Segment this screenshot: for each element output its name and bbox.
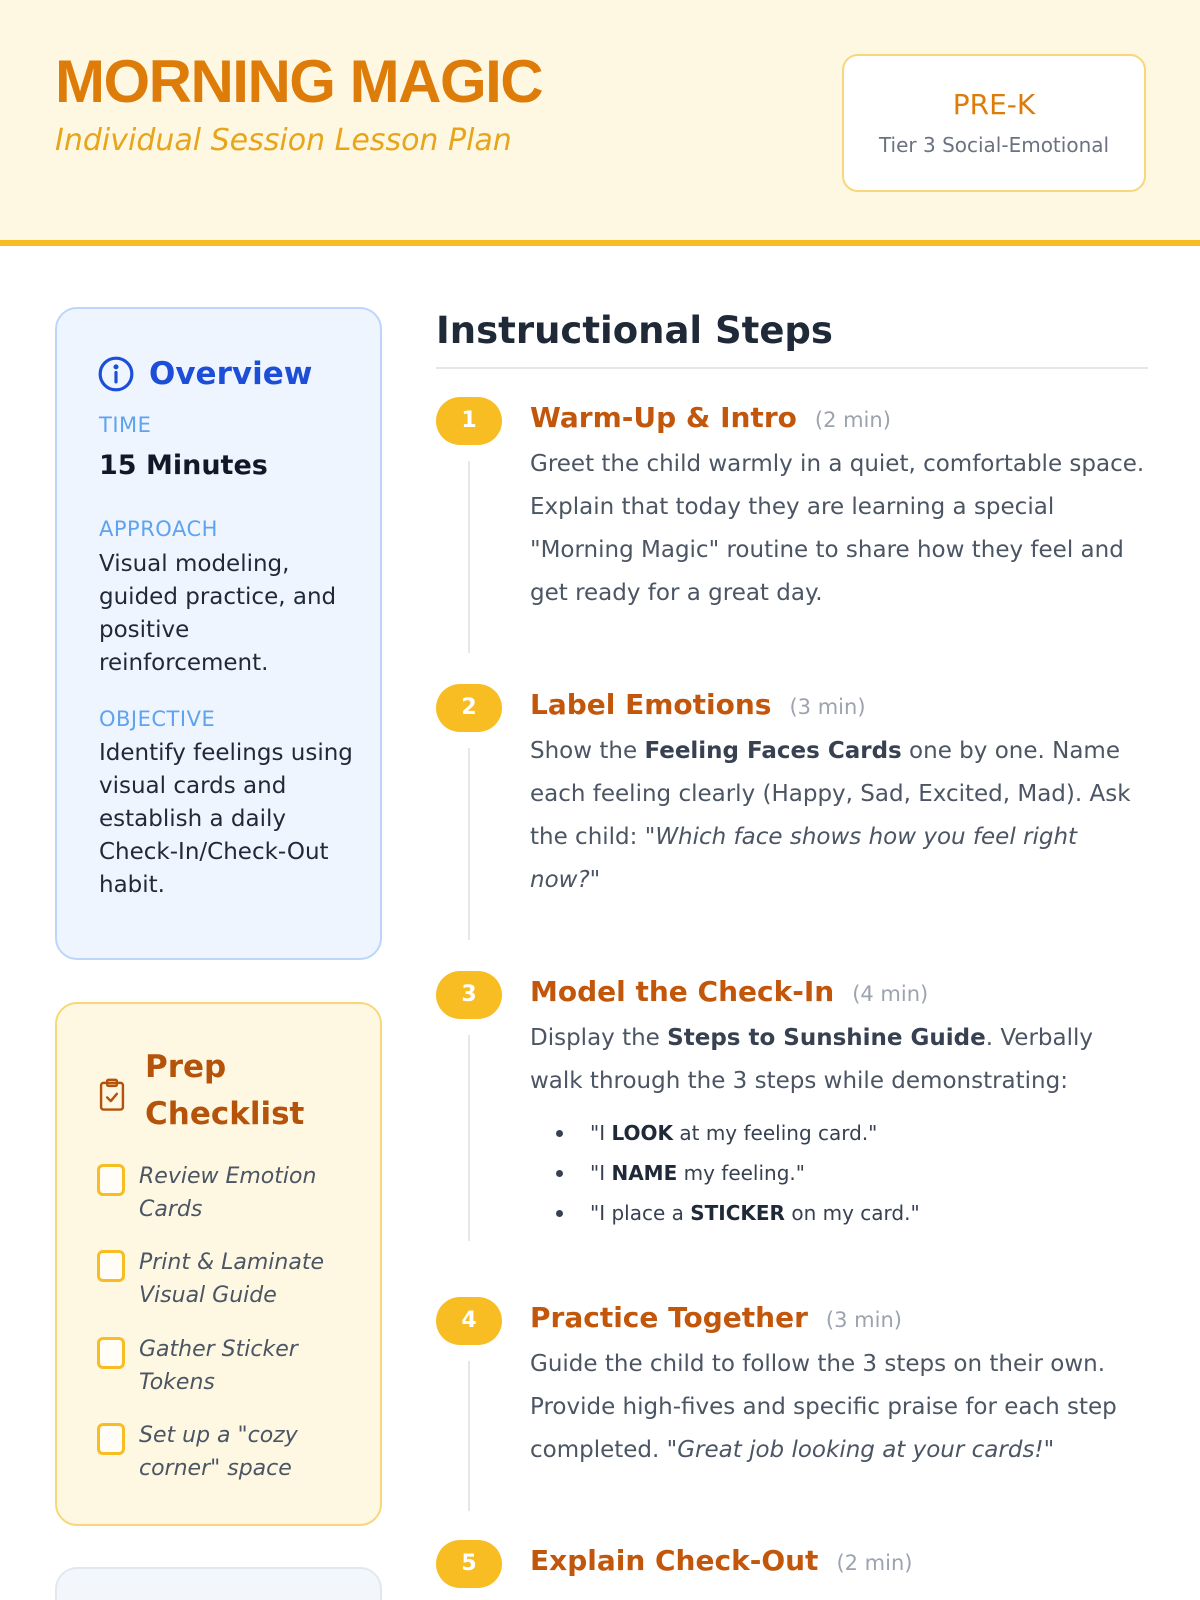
grade-level: PRE-K [952,88,1036,121]
step-number-badge: 5 [436,1540,502,1588]
step-description [530,1343,1145,1472]
bullet-text: my feeling." [677,1161,805,1185]
checklist-item-label: Gather Sticker Tokens [139,1337,298,1395]
checkbox[interactable] [97,1164,125,1196]
bullet-text: "I [590,1121,612,1145]
step-header [530,1544,912,1577]
bullet-item [556,1193,1116,1233]
step-title: Model the Check-In [530,975,835,1008]
praise-quote: "Great job looking at your cards!" [666,1437,1055,1463]
prep-checklist-card [55,1002,382,1526]
time-label: TIME [99,413,152,437]
sidebar-card [55,1567,382,1600]
checklist-item[interactable] [97,1246,339,1312]
step-title: Explain Check-Out [530,1544,819,1577]
checklist-title: Prep Checklist [145,1049,305,1132]
desc-text: Show the [530,738,645,764]
checklist-item-label: Set up a "cozy corner" space [139,1423,298,1481]
desc-text: one by one. Name each feeling clearly (Happy, Sad, Excited, Mad). Ask the child: [530,738,1131,850]
lesson-header [0,0,1200,246]
step-duration: (2 min) [836,1551,913,1575]
step-header [530,1301,902,1334]
objective-value: Identify feelings using visual cards and establish a daily Check-In/Check-Out habit. [99,740,353,898]
step-title: Warm-Up & Intro [530,401,797,434]
clipboard-check-icon [97,1078,127,1112]
bullet-text: "I place a [590,1201,691,1225]
bullet-keyword: LOOK [611,1121,674,1145]
info-icon [97,355,135,393]
approach-value: Visual modeling, guided practice, and positive reinforcement. [99,551,337,676]
step-description [530,1017,1145,1103]
timeline-line [468,1035,470,1241]
overview-title: Overview [149,356,313,392]
bullet-keyword: NAME [611,1161,678,1185]
bullet-item [556,1113,1116,1153]
bullet-dot [556,1210,563,1217]
step-header [530,975,928,1008]
checkbox[interactable] [97,1337,125,1369]
steps-title: Instructional Steps [436,309,833,352]
lesson-subtitle: Individual Session Lesson Plan [55,123,512,158]
checklist-item-label: Print & Laminate Visual Guide [139,1250,325,1308]
bullet-keyword: STICKER [690,1201,785,1225]
lesson-title: MORNING MAGIC [55,48,543,115]
tier-label: Tier 3 Social-Emotional [878,132,1110,157]
time-value: 15 Minutes [99,450,268,481]
checkbox[interactable] [97,1250,125,1282]
bullet-item [556,1153,1116,1193]
desc-text: Display the [530,1025,668,1051]
step-title: Practice Together [530,1301,808,1334]
bullet-dot [556,1130,563,1137]
desc-text: . Verbally walk through the 3 steps while demonstrating: [530,1025,1093,1094]
bullet-text: at my feeling card." [673,1121,878,1145]
checklist-item[interactable] [97,1419,339,1485]
step-duration: (2 min) [814,408,891,432]
step-header [530,401,891,434]
step-number-badge: 2 [436,684,502,732]
approach-label: APPROACH [99,517,218,541]
step-bullet-list [556,1113,1116,1233]
bullet-text: on my card." [784,1201,920,1225]
timeline-line [468,748,470,940]
checklist-item[interactable] [97,1333,339,1399]
timeline-line [468,461,470,653]
step-duration: (3 min) [825,1308,902,1332]
step-number-badge: 1 [436,397,502,445]
bullet-text: "I [590,1161,612,1185]
grade-level-card [842,54,1146,192]
overview-card [55,307,382,960]
step-header [530,688,866,721]
material-name: Steps to Sunshine Guide [667,1025,986,1051]
bullet-dot [556,1170,563,1177]
step-number-badge: 4 [436,1297,502,1345]
divider [436,367,1148,369]
objective-label: OBJECTIVE [99,707,216,731]
step-description: Greet the child warmly in a quiet, comfortable space. Explain that today they are learning a special "Morning Magic" routine to share how they feel and get ready for a great day. [530,451,1145,606]
overview-header [97,355,312,393]
step-title: Label Emotions [530,688,772,721]
material-name: Feeling Faces Cards [644,738,902,764]
timeline-line [468,1361,470,1511]
checkbox[interactable] [97,1423,125,1455]
step-duration: (3 min) [789,695,866,719]
desc-text: Guide the child to follow the 3 steps on their own. Provide high-fives and specific praise for each step completed. [530,1351,1117,1463]
checklist-item-label: Review Emotion Cards [139,1164,317,1222]
step-description [530,730,1145,902]
prompt-quote: "Which face shows how you feel right now?" [530,824,1078,893]
checklist-item[interactable] [97,1160,339,1226]
step-number-badge: 3 [436,971,502,1019]
step-duration: (4 min) [852,982,929,1006]
